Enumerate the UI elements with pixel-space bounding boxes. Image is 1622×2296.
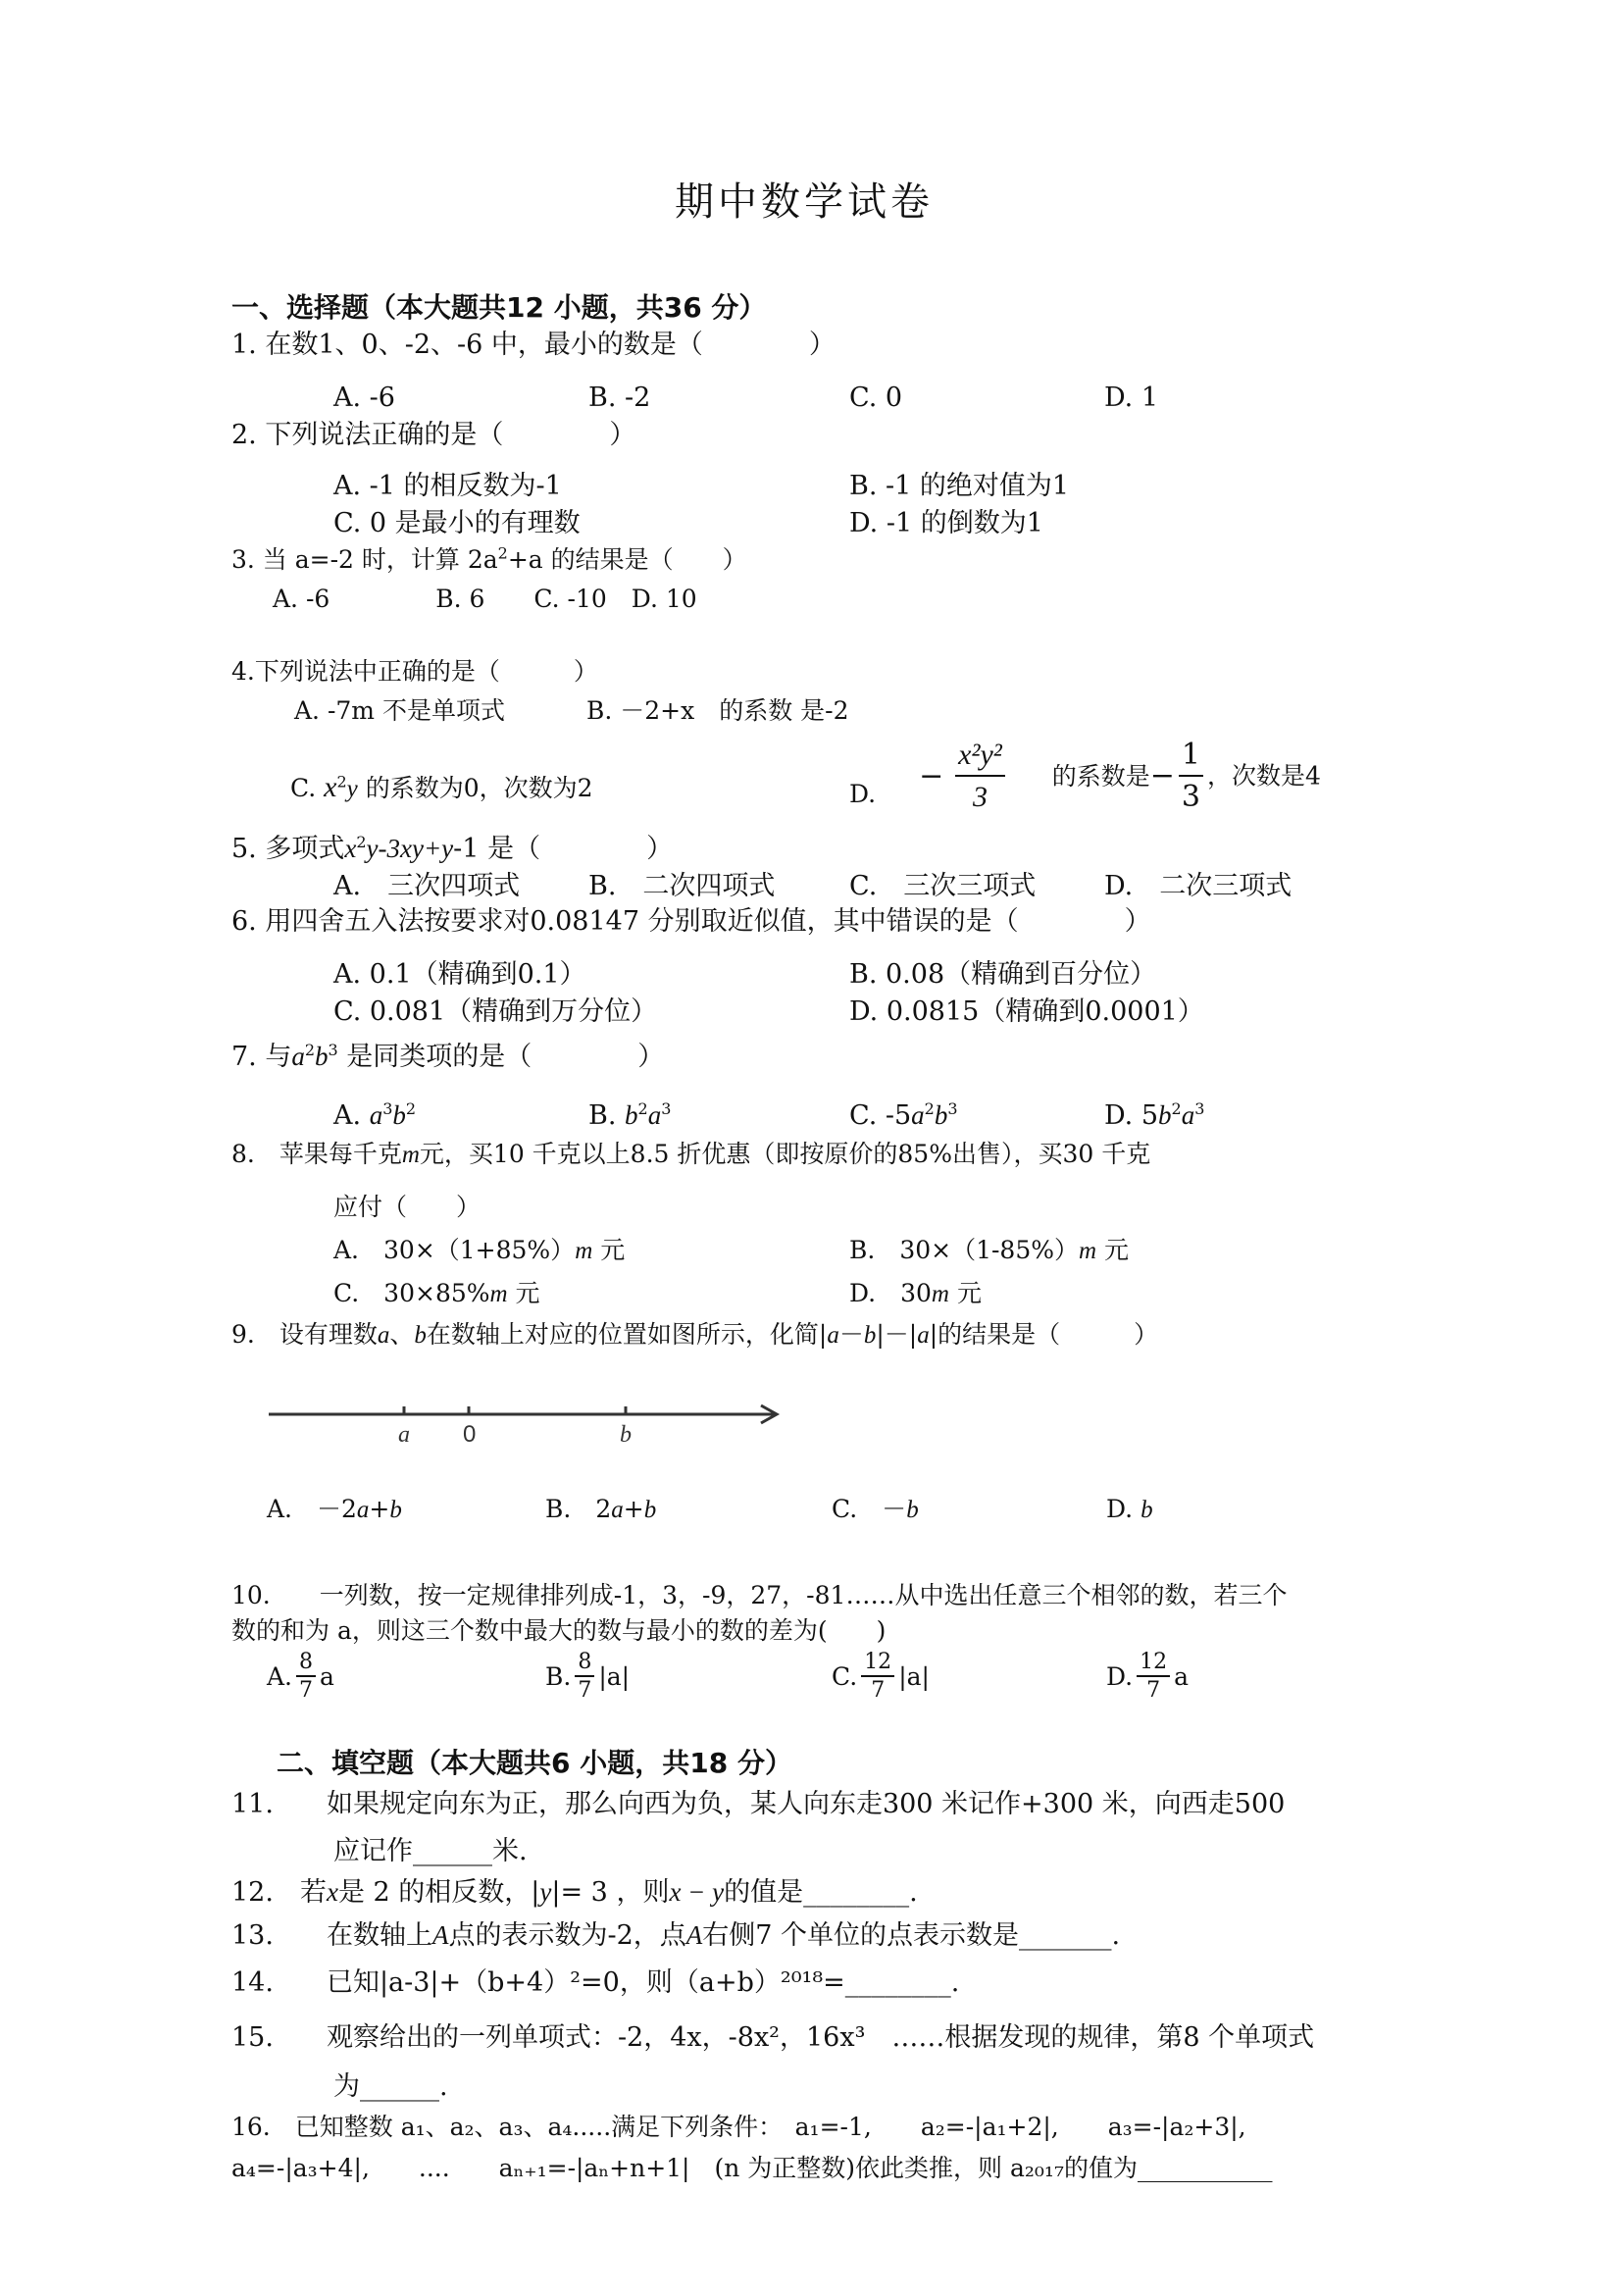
question-14-stem: 14. 已知|a-3|+（b+4）²=0，则（a+b）²⁰¹⁸=________.: [231, 1967, 960, 1998]
section-heading-choice: 一、选择题（本大题共12 小题，共36 分）: [231, 291, 767, 324]
question-7-option-d: D. $5b^2a^3$: [1104, 1099, 1205, 1131]
question-6-option-a: A. 0.1（精确到0.1）: [333, 959, 586, 990]
question-10-option-d: D. $\frac{12}{7}$ a: [1106, 1650, 1190, 1703]
question-8-option-d: D. 30m 元: [849, 1279, 982, 1307]
question-9-option-d: D. b: [1106, 1495, 1153, 1523]
question-7-option-a: A. $a^3b^2$: [333, 1099, 417, 1131]
question-7-option-c: C. $-5a^2b^3$: [849, 1099, 958, 1131]
question-11-stem-line2: 应记作______米.: [333, 1836, 528, 1866]
question-10-option-b: B. $\frac{8}{7}$ |a|: [545, 1650, 631, 1703]
question-8-stem: 8. 苹果每千克m元，买10 千克以上8.5 折优惠（即按原价的85%出售），买30 千克: [231, 1140, 1151, 1168]
question-10-option-a: A. $\frac{8}{7}$ a: [267, 1650, 334, 1703]
number-line-diagram: [265, 1393, 785, 1452]
question-8-stem-line2: 应付（ ）: [333, 1193, 482, 1221]
question-13-stem: 13. 在数轴上A点的表示数为-2，点A右侧7 个单位的点表示数是_______.: [231, 1920, 1121, 1951]
question-6-option-c: C. 0.081（精确到万分位）: [333, 996, 658, 1027]
section-heading-fill: 二、填空题（本大题共6 小题，共18 分）: [277, 1747, 792, 1779]
question-7-option-b: B. $b^2a^3$: [588, 1099, 672, 1131]
question-2-stem: 2. 下列说法正确的是（ ）: [231, 420, 636, 450]
number-line-label-b: b: [620, 1422, 632, 1448]
question-15-stem: 15. 观察给出的一列单项式：-2，4x，-8x²，16x³ ……根据发现的规律，第8 个单项式: [231, 2022, 1315, 2053]
question-6-stem: 6. 用四舍五入法按要求对0.08147 分别取近似值，其中错误的是（ ）: [231, 906, 1151, 937]
question-2-option-d: D. -1 的倒数为1: [849, 508, 1043, 538]
question-1-stem: 1. 在数1、0、-2、-6 中，最小的数是（ ）: [231, 330, 836, 360]
question-9-option-a: A. －2a+b: [267, 1495, 402, 1523]
question-3-options: A. -6 B. 6 C. -10 D. 10: [273, 585, 697, 613]
question-10-stem-line2: 数的和为 a，则这三个数中最大的数与最小的数的差为( ): [231, 1616, 887, 1645]
question-1-option-d: D. 1: [1104, 383, 1159, 413]
number-line-label-0: 0: [463, 1421, 477, 1448]
number-line-label-a: a: [398, 1422, 410, 1448]
question-16-stem: 16. 已知整数 a₁、a₂、a₃、a₄.....满足下列条件： a₁=-1, a₂=-|a₁+2|, a₃=-|a₂+3|,: [231, 2113, 1246, 2141]
question-2-option-a: A. -1 的相反数为-1: [333, 471, 562, 501]
question-4-option-a: A. -7m 不是单项式: [294, 696, 505, 725]
question-5-option-a: A. 三次四项式: [333, 871, 521, 901]
question-10-stem: 10. 一列数，按一定规律排列成-1，3，-9，27，-81……从中选出任意三个相邻的数，若三个: [231, 1581, 1288, 1609]
question-5-option-c: C. 三次三项式: [849, 871, 1037, 901]
question-4-option-b: B. －2+x 的系数 是-2: [586, 696, 849, 725]
question-10-option-c: C. $\frac{12}{7}$ |a|: [832, 1650, 930, 1703]
question-15-stem-line2: 为______.: [333, 2071, 448, 2102]
question-4-option-c: C. $x^2y$ 的系数为0，次数为2: [290, 771, 593, 803]
question-6-option-b: B. 0.08（精确到百分位）: [849, 959, 1157, 990]
question-2-option-b: B. -1 的绝对值为1: [849, 471, 1070, 501]
question-5-option-b: B. 二次四项式: [588, 871, 776, 901]
page-title: 期中数学试卷: [675, 179, 934, 225]
question-12-stem: 12. 若x是 2 的相反数，|y|= 3 ，则x − y的值是________.: [231, 1877, 918, 1908]
question-8-option-c: C. 30×85%m 元: [333, 1279, 540, 1307]
question-4-option-d: D. − $\frac{\text{x²y²}}{3}$ 的系数是− $\frac{1}{3}$ ，次数是4: [849, 738, 1321, 814]
question-1-option-c: C. 0: [849, 383, 903, 413]
question-8-option-a: A. 30×（1+85%）m 元: [333, 1236, 626, 1264]
question-9-option-b: B. 2a+b: [545, 1495, 657, 1523]
question-16-stem-line2: a₄=-|a₃+4|, .... aₙ₊₁=-|aₙ+n+1| (n 为正整数)依此类推，则 a₂₀₁₇的值为___________: [231, 2154, 1273, 2182]
question-5-option-d: D. 二次三项式: [1104, 871, 1293, 901]
question-1-option-a: A. -6: [333, 383, 395, 413]
question-5-stem: 5. 多项式$x^2y-3xy+y-1$ 是（ ）: [231, 833, 674, 864]
question-1-option-b: B. -2: [588, 383, 651, 413]
question-9-option-c: C. －b: [832, 1495, 919, 1523]
question-11-stem: 11. 如果规定向东为正，那么向西为负，某人向东走300 米记作+300 米，向西走500: [231, 1789, 1286, 1819]
question-8-option-b: B. 30×（1-85%）m 元: [849, 1236, 1130, 1264]
question-9-stem: 9. 设有理数a、b在数轴上对应的位置如图所示，化简|a－b|－|a|的结果是（ ）: [231, 1320, 1159, 1349]
question-4-stem: 4.下列说法中正确的是（ ）: [231, 657, 598, 686]
question-3-stem: 3. 当 a=-2 时，计算 $2a^2+a$ 的结果是（ ）: [231, 543, 747, 574]
question-6-option-d: D. 0.0815（精确到0.0001）: [849, 996, 1204, 1027]
question-7-stem: 7. 与$a^2b^3$ 是同类项的是（ ）: [231, 1041, 665, 1072]
question-2-option-c: C. 0 是最小的有理数: [333, 508, 581, 538]
